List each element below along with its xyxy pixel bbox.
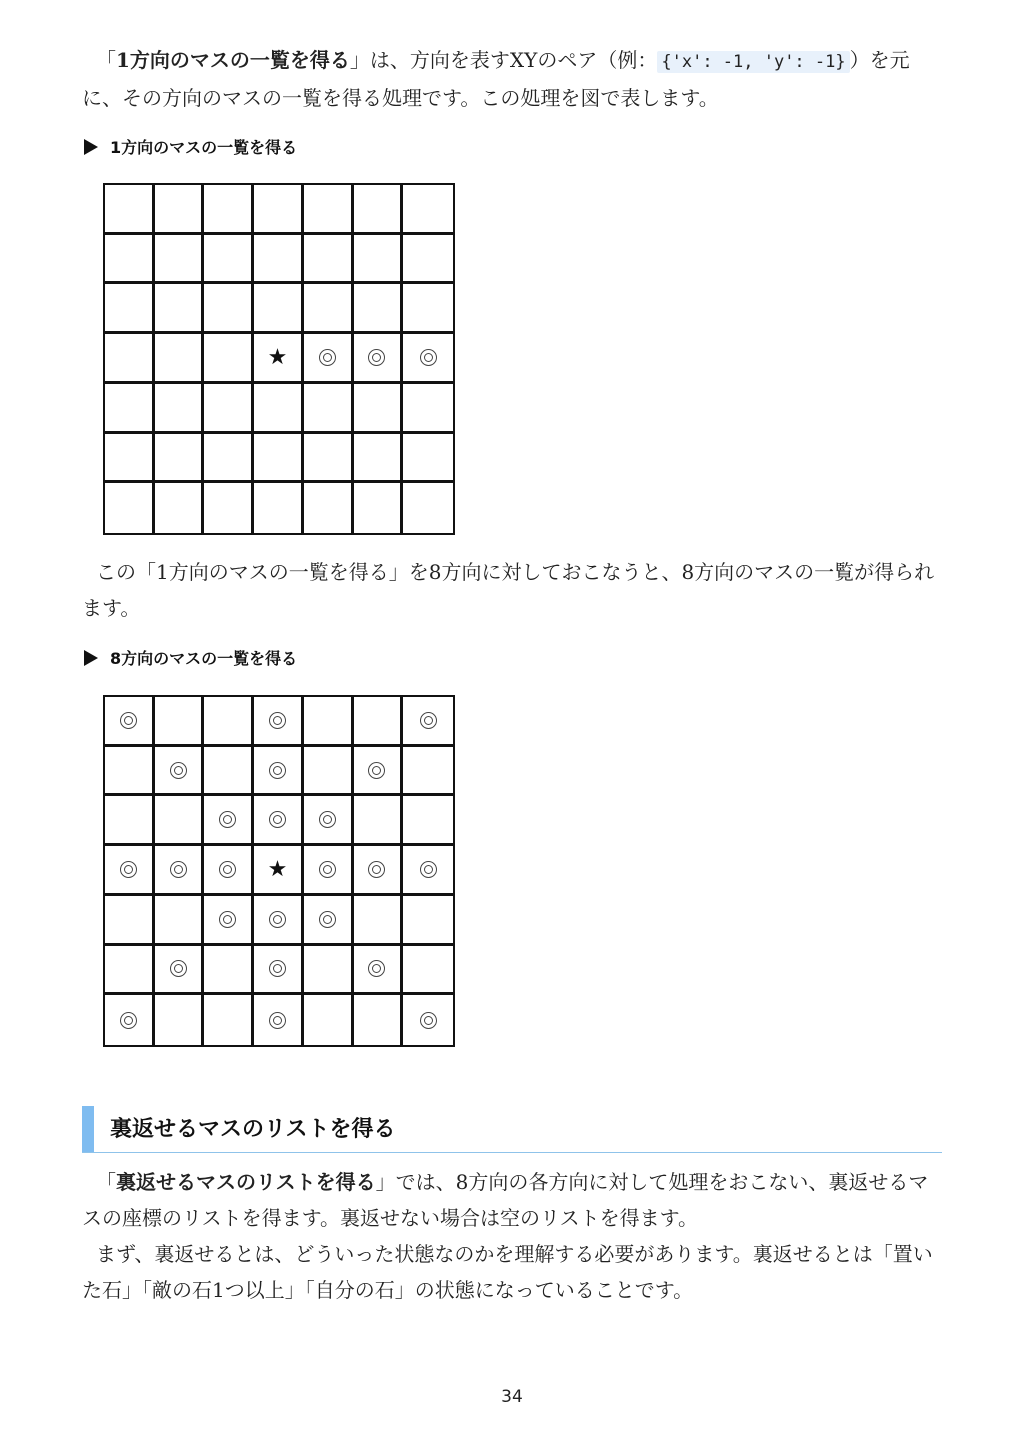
double-circle-icon <box>319 349 336 366</box>
double-circle-icon <box>368 861 385 878</box>
intro-open-quote: 「 <box>96 48 116 72</box>
board-cell <box>105 896 155 946</box>
intro-text-b: ）を元に、その方向のマスの一覧を得る処理です。この処理を図で表します。 <box>82 48 910 110</box>
board-cell <box>204 796 254 846</box>
double-circle-icon <box>219 811 236 828</box>
board-cell <box>105 434 155 484</box>
board-cell <box>304 284 354 334</box>
board-cell <box>403 946 453 996</box>
section-heading-title: 裏返せるマスのリストを得る <box>110 1116 396 1142</box>
middle-paragraph <box>82 554 942 626</box>
board-cell <box>354 946 404 996</box>
board-cell <box>304 185 354 235</box>
section-paragraph-1 <box>82 1164 942 1236</box>
board-cell <box>105 483 155 533</box>
board-cell <box>155 235 205 285</box>
double-circle-icon <box>120 861 137 878</box>
board-cell <box>354 796 404 846</box>
board-cell <box>204 995 254 1045</box>
board-cell <box>155 334 205 384</box>
board-cell <box>105 384 155 434</box>
board-cell <box>204 946 254 996</box>
double-circle-icon <box>219 911 236 928</box>
board-cell <box>354 896 404 946</box>
board-cell <box>155 185 205 235</box>
section-heading <box>82 1106 942 1153</box>
board-cell <box>254 995 304 1045</box>
double-circle-icon <box>319 861 336 878</box>
double-circle-icon <box>319 911 336 928</box>
board-cell <box>403 284 453 334</box>
double-circle-icon <box>420 1012 437 1029</box>
board-cell <box>155 483 205 533</box>
figure1-caption-text: 1方向のマスの一覧を得る <box>110 138 298 157</box>
board-cell <box>354 185 404 235</box>
board-cell <box>254 284 304 334</box>
board-cell <box>254 334 304 384</box>
board-cell <box>204 896 254 946</box>
board-cell <box>155 946 205 996</box>
board-cell <box>304 747 354 797</box>
board-cell <box>403 185 453 235</box>
board-cell <box>354 747 404 797</box>
middle-text: この「1方向のマスの一覧を得る」を8方向に対しておこなうと、8方向のマスの一覧が得られます。 <box>82 560 935 620</box>
board-cell <box>304 896 354 946</box>
board-cell <box>155 896 205 946</box>
double-circle-icon <box>420 349 437 366</box>
double-circle-icon <box>319 811 336 828</box>
board-cell <box>403 796 453 846</box>
double-circle-icon <box>120 1012 137 1029</box>
board-cell <box>403 995 453 1045</box>
board-cell <box>304 384 354 434</box>
figure2-caption-text: 8方向のマスの一覧を得る <box>110 649 298 668</box>
intro-bold-term: 1方向のマスの一覧を得る <box>116 48 350 72</box>
double-circle-icon <box>368 762 385 779</box>
board-cell <box>254 747 304 797</box>
board-cell <box>254 846 304 896</box>
board-cell <box>204 483 254 533</box>
board-cell <box>254 796 304 846</box>
board-cell <box>155 995 205 1045</box>
board-cell <box>254 384 304 434</box>
figure2-board <box>103 695 455 1047</box>
double-circle-icon <box>170 960 187 977</box>
board-cell <box>254 697 304 747</box>
board-cell <box>403 846 453 896</box>
board-cell <box>254 185 304 235</box>
double-circle-icon <box>420 861 437 878</box>
board-cell <box>403 334 453 384</box>
board-cell <box>105 235 155 285</box>
caption-triangle-icon <box>84 139 98 155</box>
section-paragraph-2 <box>82 1236 942 1308</box>
board-cell <box>403 697 453 747</box>
board-cell <box>304 434 354 484</box>
board-cell <box>403 483 453 533</box>
intro-text-a: 」は、方向を表すXYのペア（例： <box>349 48 658 72</box>
figure1-caption <box>84 137 297 159</box>
board-cell <box>204 434 254 484</box>
board-cell <box>354 384 404 434</box>
board-cell <box>105 846 155 896</box>
double-circle-icon <box>120 712 137 729</box>
double-circle-icon <box>170 861 187 878</box>
page-number: 34 <box>501 1387 523 1407</box>
board-cell <box>254 483 304 533</box>
board-cell <box>105 185 155 235</box>
section-p1-rest: 」では、8方向の各方向に対して処理をおこない、裏返せるマスの座標のリストを得ます。裏返せない場合は空のリストを得ます。 <box>82 1170 929 1230</box>
board-cell <box>403 434 453 484</box>
board-cell <box>155 384 205 434</box>
board-cell <box>304 846 354 896</box>
board-cell <box>105 334 155 384</box>
board-cell <box>403 747 453 797</box>
board-cell <box>204 846 254 896</box>
board-cell <box>304 235 354 285</box>
board-cell <box>354 235 404 285</box>
board-cell <box>254 235 304 285</box>
figure2-caption <box>84 648 297 670</box>
board-cell <box>105 946 155 996</box>
board-cell <box>403 896 453 946</box>
star-icon: ★ <box>267 856 288 882</box>
board-cell <box>304 995 354 1045</box>
board-cell <box>204 384 254 434</box>
section-heading-accent-bar <box>82 1106 94 1152</box>
board-cell <box>304 946 354 996</box>
board-cell <box>304 697 354 747</box>
double-circle-icon <box>170 762 187 779</box>
board-cell <box>254 896 304 946</box>
board-cell <box>304 334 354 384</box>
board-cell <box>254 946 304 996</box>
double-circle-icon <box>368 349 385 366</box>
board-cell <box>105 284 155 334</box>
board-cell <box>105 747 155 797</box>
board-cell <box>204 697 254 747</box>
board-cell <box>204 235 254 285</box>
double-circle-icon <box>219 861 236 878</box>
board-cell <box>105 697 155 747</box>
board-cell <box>204 334 254 384</box>
board-cell <box>155 697 205 747</box>
board-cell <box>304 796 354 846</box>
board-cell <box>155 434 205 484</box>
double-circle-icon <box>269 960 286 977</box>
board-cell <box>354 483 404 533</box>
board-cell <box>204 747 254 797</box>
board-cell <box>254 434 304 484</box>
double-circle-icon <box>368 960 385 977</box>
board-cell <box>403 235 453 285</box>
double-circle-icon <box>269 911 286 928</box>
intro-paragraph <box>82 42 942 116</box>
board-cell <box>304 483 354 533</box>
double-circle-icon <box>269 712 286 729</box>
double-circle-icon <box>420 712 437 729</box>
double-circle-icon <box>269 811 286 828</box>
board-cell <box>204 185 254 235</box>
intro-code-example: {'x': -1, 'y': -1} <box>657 51 849 73</box>
board-cell <box>354 434 404 484</box>
section-p1-bold-term: 裏返せるマスのリストを得る <box>116 1170 376 1194</box>
board-cell <box>354 846 404 896</box>
board-cell <box>354 697 404 747</box>
board-cell <box>155 747 205 797</box>
board-cell <box>155 796 205 846</box>
caption-triangle-icon <box>84 650 98 666</box>
board-cell <box>354 334 404 384</box>
board-cell <box>403 384 453 434</box>
double-circle-icon <box>269 1012 286 1029</box>
star-icon: ★ <box>267 344 288 370</box>
board-cell <box>105 995 155 1045</box>
board-cell <box>354 284 404 334</box>
board-cell <box>155 284 205 334</box>
board-cell <box>105 796 155 846</box>
section-p1-open-quote: 「 <box>96 1170 116 1194</box>
double-circle-icon <box>269 762 286 779</box>
section-p2-text: まず、裏返せるとは、どういった状態なのかを理解する必要があります。裏返せるとは「置いた石」「敵の石1つ以上」「自分の石」の状態になっていることです。 <box>82 1242 933 1302</box>
board-cell <box>155 846 205 896</box>
figure1-board <box>103 183 455 535</box>
board-cell <box>354 995 404 1045</box>
board-cell <box>204 284 254 334</box>
